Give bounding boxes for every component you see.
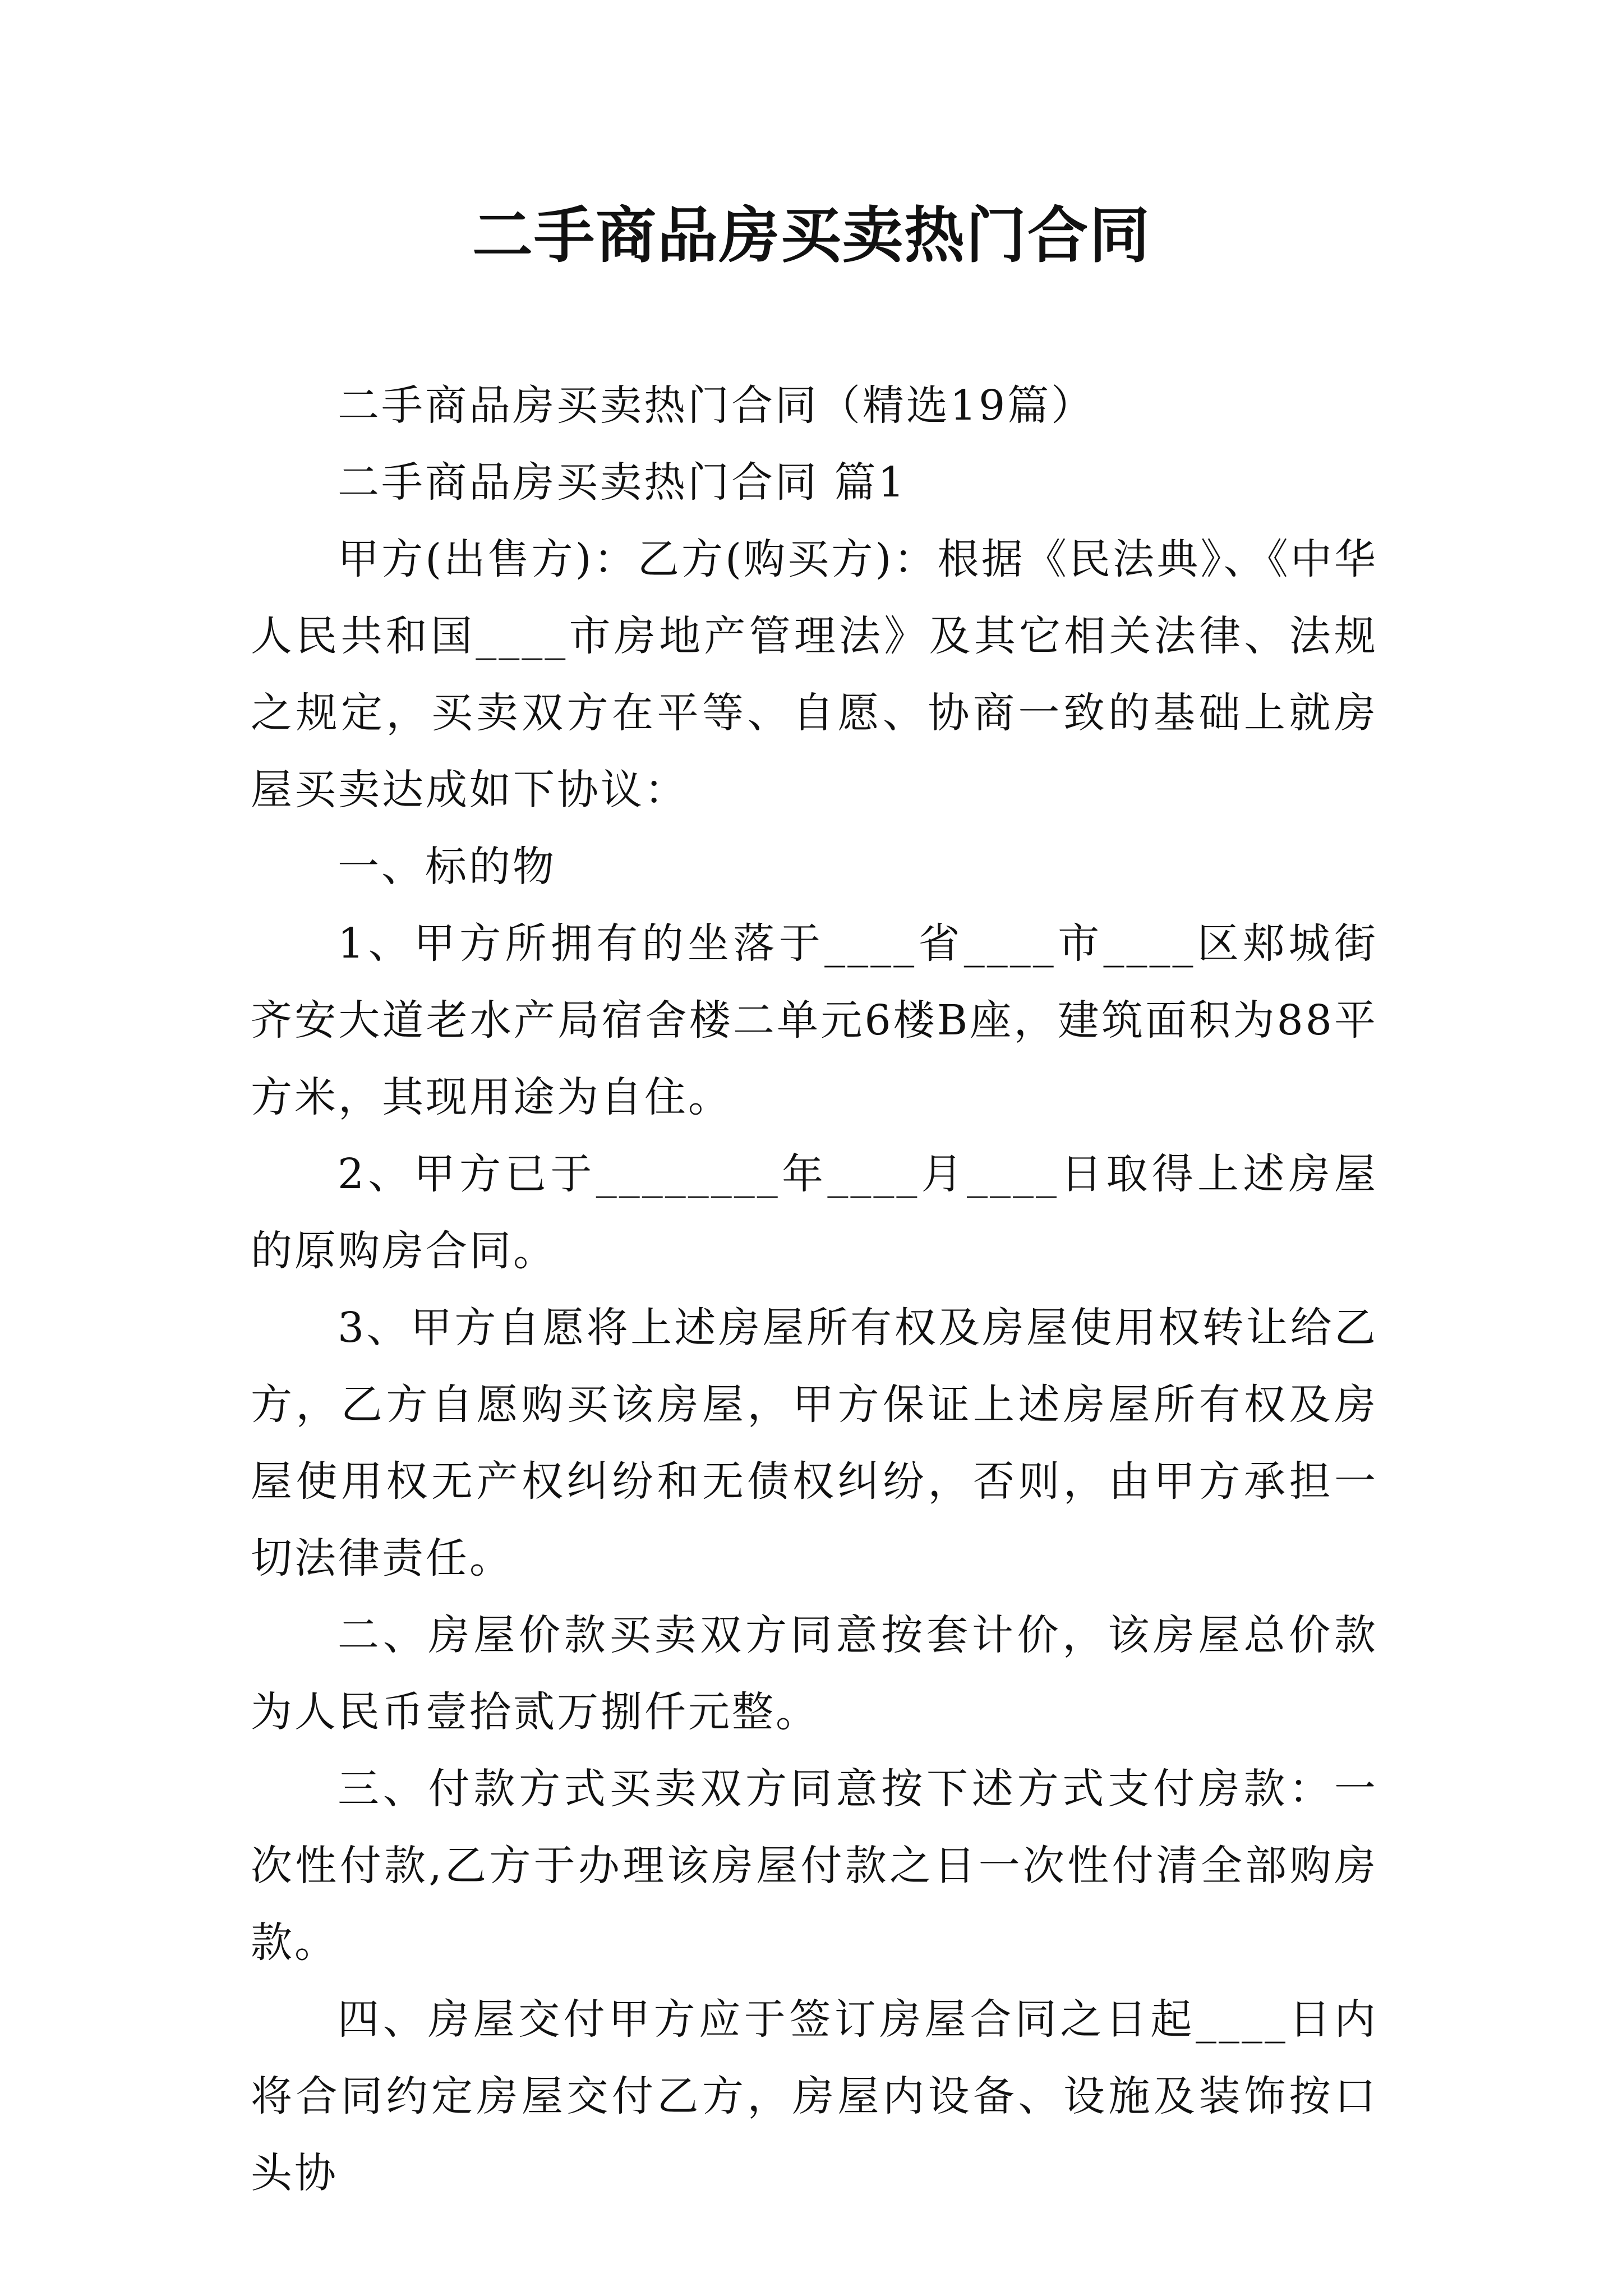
subtitle-paragraph: 二手商品房买卖热门合同（精选19篇） [338,381,1095,430]
clause-heading: 一、标的物 [338,843,556,891]
document-title: 二手商品房买卖热门合同 [472,200,1151,271]
clause-paragraph: 四、房屋交付甲方应于签订房屋合同之日起____日内将合同约定房屋交付乙方，房屋内设备、设施及装饰按口头协 [251,1995,1378,2197]
clause-paragraph: 三、付款方式买卖双方同意按下述方式支付房款：一次性付款,乙方于办理该房屋付款之日一次性付清全部购房款。 [251,1765,1378,1967]
clause-paragraph: 1、甲方所拥有的坐落于____省____市____区郏城街齐安大道老水产局宿舍楼二单元6楼B座，建筑面积为88平方米，其现用途为自住。 [251,919,1378,1121]
preamble-paragraph: 甲方(出售方)：乙方(购买方)：根据《民法典》、《中华人民共和国____市房地产管理法》及其它相关法律、法规之规定，买卖双方在平等、自愿、协商一致的基础上就房屋买卖达成如下协议： [251,535,1378,814]
document-body [251,367,1378,2212]
clause-paragraph: 2、甲方已于________年____月____日取得上述房屋的原购房合同。 [251,1150,1378,1275]
clause-paragraph: 二、房屋价款买卖双方同意按套计价，该房屋总价款为人民币壹拾贰万捌仟元整。 [251,1611,1378,1736]
clause-paragraph: 3、甲方自愿将上述房屋所有权及房屋使用权转让给乙方，乙方自愿购买该房屋，甲方保证上述房屋所有权及房屋使用权无产权纠纷和无债权纠纷，否则，由甲方承担一切法律责任。 [251,1304,1378,1582]
section-heading: 二手商品房买卖热门合同 篇1 [338,458,907,507]
